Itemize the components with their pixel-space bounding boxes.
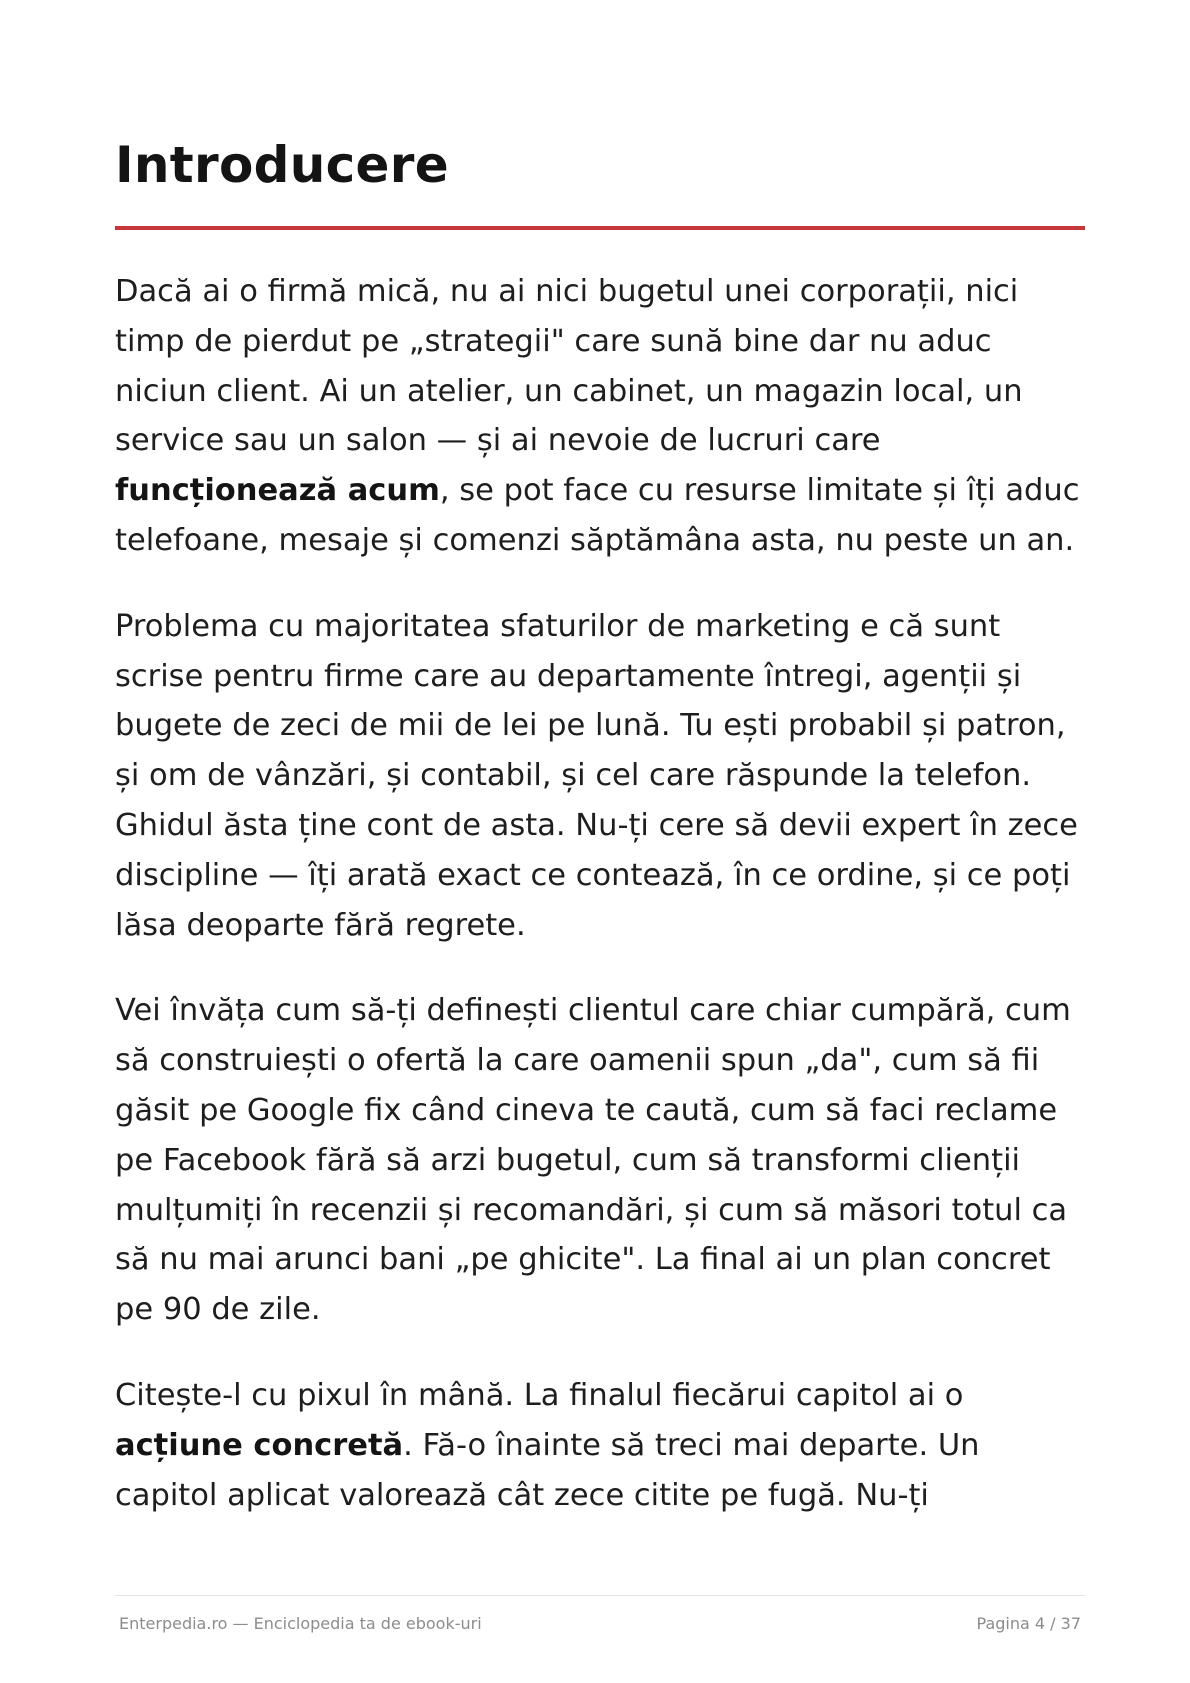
paragraph-1-text-end: , se pot face cu resurse limitate și îți aduc telefoane, mesaje și comenzi săptămâna asta, nu peste un an. [115,473,1080,558]
document-body [115,267,1090,1556]
footer-page-number: Pagina 4 / 37 [976,1614,1081,1633]
paragraph-4-text-end: . Fă-o înainte să treci mai departe. Un capitol aplicat valorează cât zece citite pe fugă. Nu-ți [115,1427,980,1513]
paragraph-4 [115,1371,1090,1520]
paragraph-1 [115,267,1090,566]
title-divider [115,226,1085,230]
paragraph-4-emphasis: acțiune concretă [115,1427,404,1463]
footer-divider [115,1595,1085,1596]
paragraph-4-text-start: Citește-l cu pixul în mână. La finalul fiecărui capitol ai o [115,1377,964,1413]
footer-site-label: Enterpedia.ro — Enciclopedia ta de ebook-uri [119,1614,482,1633]
paragraph-3: Vei învăța cum să-ți definești clientul care chiar cumpără, cum să construiești o ofertă la care oamenii spun „da", cum să fii găsit pe Google fix când cineva te caută, cum să faci reclame pe Facebook fără să arzi bugetul, cum să transformi clienții mulțumiți în recenzii și recomandări, și cum să măsori totul ca să nu mai arunci bani „pe ghicite". La final ai un plan concret pe 90 de zile. [115,993,1071,1328]
paragraph-2: Problema cu majoritatea sfaturilor de marketing e că sunt scrise pentru firme care au departamente întregi, agenții și bugete de zeci de mii de lei pe lună. Tu ești probabil și patron, și om de vânzări, și contabil, și cel care răspunde la telefon. Ghidul ăsta ține cont de asta. Nu-ți cere să devii expert în zece discipline — îți arată exact ce contează, în ce ordine, și ce poți lăsa deoparte fără regrete. [115,608,1078,943]
paragraph-1-text-start: Dacă ai o firmă mică, nu ai nici bugetul unei corporații, nici timp de pierdut pe „strategii" care sună bine dar nu aduc niciun client. Ai un atelier, un cabinet, un magazin local, un service sau un salon — și ai nevoie de lucruri care [115,274,1023,459]
page-title: Introducere [115,136,449,194]
paragraph-1-emphasis: funcționează acum [115,473,440,509]
